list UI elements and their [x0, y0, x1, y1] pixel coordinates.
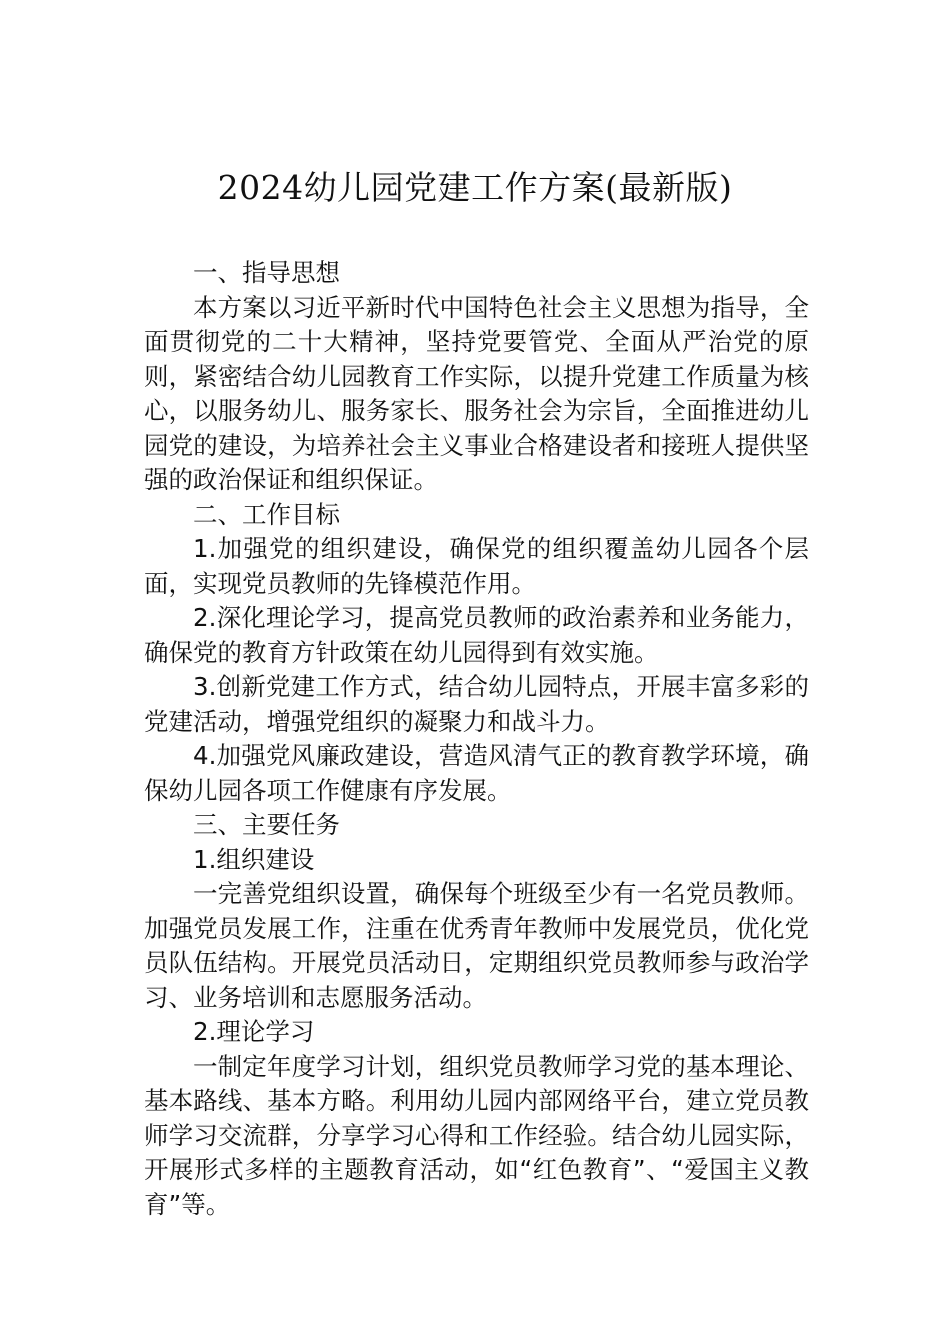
- section-heading: 二、工作目标: [193, 499, 340, 529]
- body-paragraph: 1.加强党的组织建设，确保党的组织覆盖幼儿园各个层面，实现党员教师的先锋模范作用。: [144, 534, 809, 598]
- subsection-heading: 2.理论学习: [193, 1017, 315, 1046]
- section-heading: 三、主要任务: [193, 810, 340, 839]
- body-paragraph: 3.创新党建工作方式，结合幼儿园特点，开展丰富多彩的党建活动，增强党组织的凝聚力和战斗力。: [144, 672, 809, 736]
- document-title: 2024幼儿园党建工作方案(最新版): [217, 168, 733, 207]
- body-paragraph: 本方案以习近平新时代中国特色社会主义思想为指导，全面贯彻党的二十大精神，坚持党要管党、全面从严治党的原则，紧密结合幼儿园教育工作实际，以提升党建工作质量为核心，以服务幼儿、服务家长、服务社会为宗旨，全面推进幼儿园党的建设，为培养社会主义事业合格建设者和接班人提供坚强的政治保证和组织保证。: [144, 292, 809, 494]
- section-heading: 一、指导思想: [193, 258, 340, 287]
- body-paragraph: 2.深化理论学习，提高党员教师的政治素养和业务能力，确保党的教育方针政策在幼儿园得到有效实施。: [144, 603, 809, 667]
- body-paragraph: 4.加强党风廉政建设，营造风清气正的教育教学环境，确保幼儿园各项工作健康有序发展。: [144, 741, 809, 805]
- document-body: [144, 256, 809, 1222]
- subsection-heading: 1.组织建设: [193, 844, 315, 874]
- body-paragraph: 一完善党组织设置，确保每个班级至少有一名党员教师。 加强党员发展工作，注重在优秀青年教师中发展党员，优化党员队伍结构。开展党员活动日，定期组织党员教师参与政治学习、业务培训和志愿服务活动。: [144, 879, 809, 1012]
- body-paragraph: 一制定年度学习计划，组织党员教师学习党的基本理论、 基本路线、基本方略。利用幼儿园内部网络平台，建立党员教师学习交流群，分享学习心得和工作经验。结合幼儿园实际，开展形式多样的主题教育活动，如“红色教育”、“爱国主义教育”等。: [144, 1051, 809, 1219]
